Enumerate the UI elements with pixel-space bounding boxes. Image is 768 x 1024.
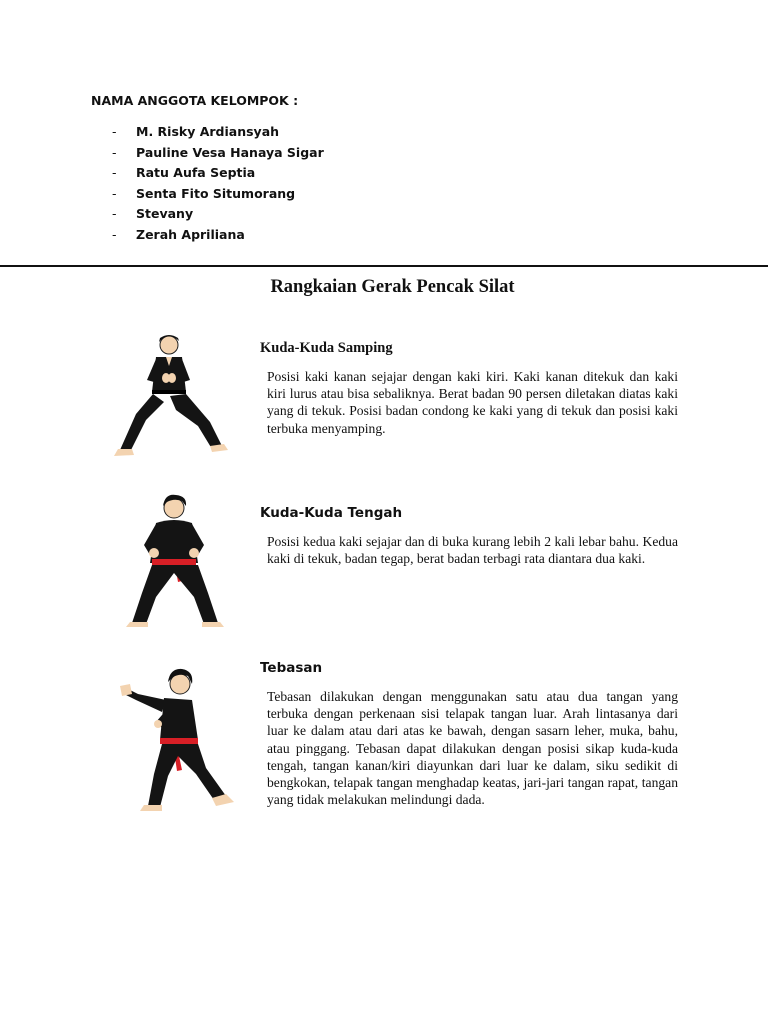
member-name: Pauline Vesa Hanaya Sigar: [136, 144, 324, 160]
move-description: Posisi kedua kaki sejajar dan di buka kurang lebih 2 kali lebar bahu. Kedua kaki di tekuk, badan tegap, berat badan terbagi rata diantara dua kaki.: [267, 534, 678, 567]
move-heading: Tebasan: [260, 660, 323, 676]
move-heading: Kuda-Kuda Samping: [260, 340, 393, 356]
member-name: Zerah Apriliana: [136, 226, 245, 242]
list-item: [112, 163, 324, 184]
list-item: [112, 143, 324, 164]
list-bullet: -: [112, 226, 117, 242]
list-bullet: -: [112, 185, 117, 201]
page-title: Rangkaian Gerak Pencak Silat: [270, 277, 515, 297]
list-bullet: -: [112, 165, 117, 180]
member-name: Ratu Aufa Septia: [136, 165, 256, 180]
list-item: [112, 204, 324, 225]
list-item: [112, 225, 324, 246]
horizontal-divider: [0, 265, 768, 267]
list-bullet: -: [112, 206, 117, 221]
move-description: Tebasan dilakukan dengan menggunakan satu atau dua tangan yang terbuka dengan perkenaan sisi telapak tangan luar. Arah lintasanya dari luar ke dalam atau dari atas ke bawah, dengan sasarn leher, muka, bahu, atau pinggang. Tebasan dapat dilakukan dengan posisi sikap kuda-kuda tengah, tangan kanan/kiri diayunkan dari luar ke dalam, siku sedikit di bengkokan, telapak tangan menghadap keatas, jari-jari tangan rapat, tangan yang tidak melakukan melindungi dada.: [267, 689, 678, 808]
move-heading: Kuda-Kuda Tengah: [260, 505, 403, 521]
list-bullet: -: [112, 124, 117, 139]
tebasan-figure: [118, 664, 238, 816]
move-description: Posisi kaki kanan sejajar dengan kaki kiri. Kaki kanan ditekuk dan kaki kiri lurus atau bisa sebaliknya. Berat badan 90 persen diletakan diatas kaki yang di tekuk. Posisi badan condong ke kaki yang di tekuk dan posisi kaki terbuka menyamping.: [267, 369, 678, 436]
list-item: [112, 184, 324, 205]
kuda-kuda-samping-figure: [106, 332, 232, 462]
group-members-heading: NAMA ANGGOTA KELOMPOK :: [91, 93, 299, 108]
member-name: Senta Fito Situmorang: [136, 185, 296, 201]
member-name: M. Risky Ardiansyah: [136, 124, 280, 139]
list-bullet: -: [112, 144, 117, 160]
list-item: [112, 122, 324, 143]
kuda-kuda-tengah-figure: [120, 493, 230, 633]
member-list: [112, 122, 324, 245]
member-name: Stevany: [136, 206, 194, 221]
